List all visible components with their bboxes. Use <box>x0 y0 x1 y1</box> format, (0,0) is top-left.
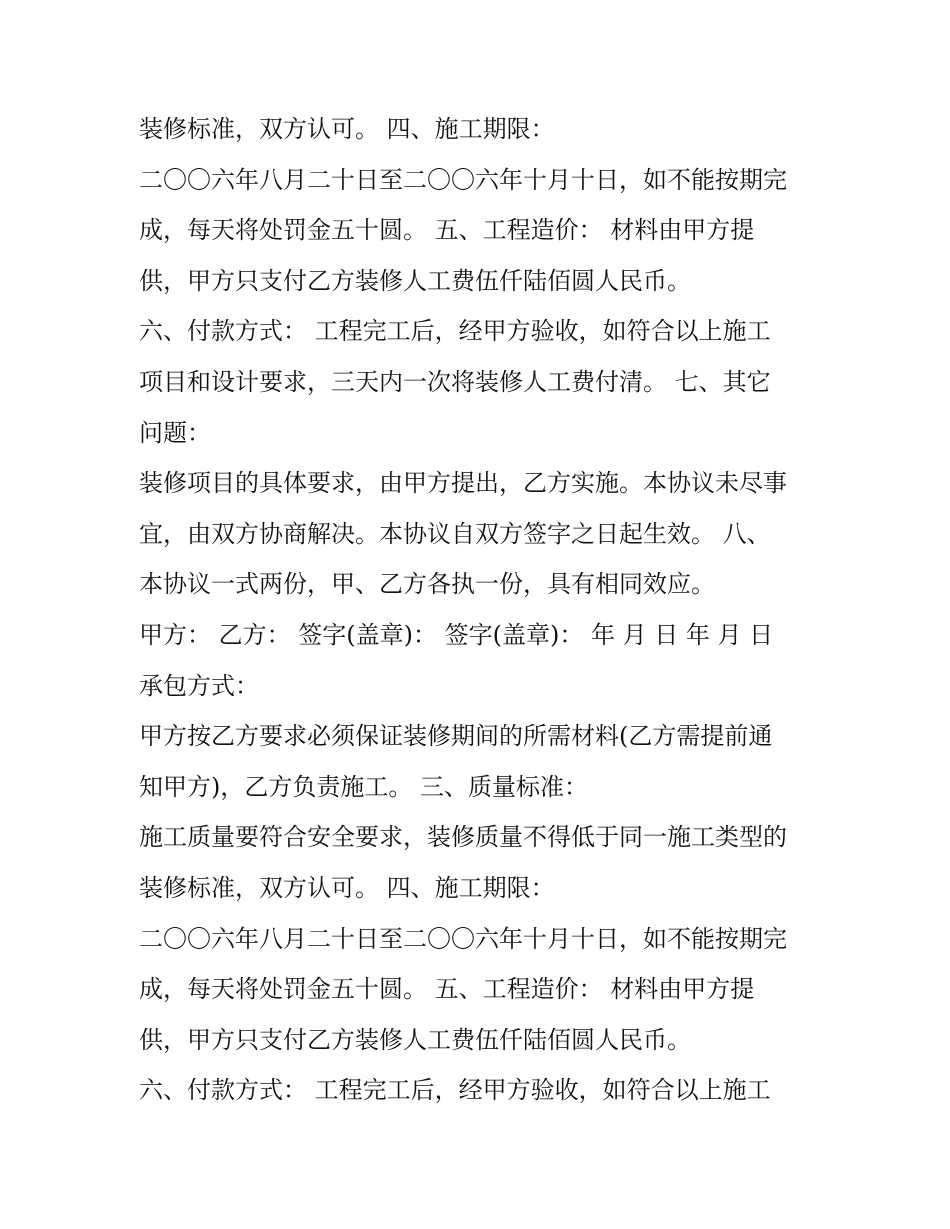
text-line: 六、付款方式： 工程完工后，经甲方验收，如符合以上施工 <box>139 1076 771 1105</box>
text-line: 装修项目的具体要求，由甲方提出，乙方实施。本协议未尽事 <box>139 469 787 498</box>
text-line: 知甲方)，乙方负责施工。 三、质量标准： <box>139 772 588 801</box>
text-line: 二〇〇六年八月二十日至二〇〇六年十月十日，如不能按期完 <box>139 165 787 194</box>
text-line: 施工质量要符合安全要求，装修质量不得低于同一施工类型的 <box>139 823 787 852</box>
document-body <box>139 104 839 1116</box>
text-line: 承包方式： <box>139 671 259 700</box>
text-line: 成，每天将处罚金五十圆。 五、工程造价： 材料由甲方提 <box>139 975 755 1004</box>
text-line: 项目和设计要求，三天内一次将装修人工费付清。 七、其它 <box>139 367 771 396</box>
text-line: 问题： <box>139 418 211 447</box>
text-line: 供，甲方只支付乙方装修人工费伍仟陆佰圆人民币。 <box>139 266 691 295</box>
text-line: 二〇〇六年八月二十日至二〇〇六年十月十日，如不能按期完 <box>139 924 787 953</box>
text-line: 装修标准，双方认可。 四、施工期限： <box>139 115 555 143</box>
signature-line: 甲方： 乙方： 签字(盖章)： 签字(盖章)： 年 月 日 年 月 日 <box>139 620 774 649</box>
text-line: 六、付款方式： 工程完工后，经甲方验收，如符合以上施工 <box>139 317 771 346</box>
text-line: 本协议一式两份，甲、乙方各执一份，具有相同效应。 <box>139 570 715 599</box>
text-line: 成，每天将处罚金五十圆。 五、工程造价： 材料由甲方提 <box>139 216 755 245</box>
text-line: 装修标准，双方认可。 四、施工期限： <box>139 873 555 902</box>
text-line: 宜，由双方协商解决。本协议自双方签字之日起生效。 八、 <box>139 519 771 548</box>
text-line: 甲方按乙方要求必须保证装修期间的所需材料(乙方需提前通 <box>139 722 773 751</box>
text-line: 供，甲方只支付乙方装修人工费伍仟陆佰圆人民币。 <box>139 1025 691 1054</box>
